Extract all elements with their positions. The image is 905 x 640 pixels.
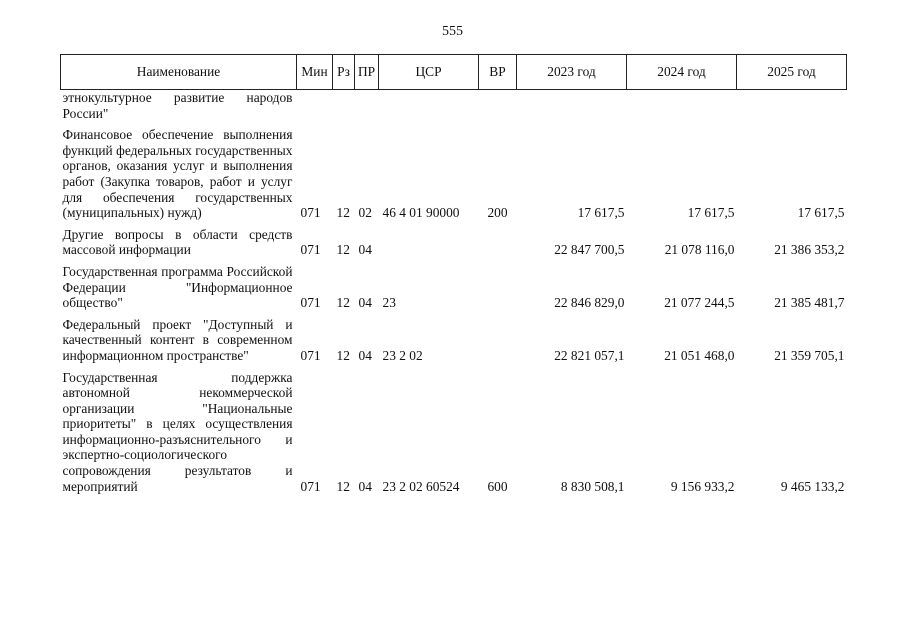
row-pr [355, 90, 379, 122]
header-min: Мин [297, 55, 333, 90]
row-min: 071 [300, 295, 321, 311]
row-name: Другие вопросы в области средств массовой информации [62, 226, 293, 258]
row-rz: 12 [336, 295, 350, 311]
row-2023: 22 846 829,0 [554, 295, 625, 311]
row-2023: 17 617,5 [577, 205, 625, 221]
row-csr: 46 4 01 90000 [382, 205, 460, 221]
row-2025: 9 465 133,2 [780, 478, 845, 494]
row-csr: 23 2 02 60524 [382, 478, 460, 494]
table-header-row [61, 55, 847, 90]
row-name: Финансовое обеспечение выполнения функций федеральных государственных органов, оказания услуг и выполнения работ (Закупка товаров, работ и услуг для обеспечения государственных (муниципальных) нужд) [62, 127, 293, 221]
table-row [61, 264, 847, 311]
row-2023: 8 830 508,1 [560, 478, 625, 494]
header-csr: ЦСР [379, 55, 479, 90]
row-2024 [627, 90, 737, 122]
row-2023: 22 847 700,5 [554, 242, 625, 258]
table-row [61, 317, 847, 364]
table-row [61, 370, 847, 495]
row-2024: 9 156 933,2 [670, 478, 735, 494]
row-vr: 200 [487, 205, 508, 221]
row-rz: 12 [336, 478, 350, 494]
header-vr: ВР [479, 55, 517, 90]
row-csr [379, 227, 479, 258]
row-2024: 21 077 244,5 [664, 295, 735, 311]
header-rz: Рз [333, 55, 355, 90]
row-name: Государственная программа Российской Федерации "Информационное общество" [62, 263, 293, 311]
row-2023 [517, 90, 627, 122]
table-row [61, 227, 847, 258]
row-min: 071 [300, 478, 321, 494]
row-csr: 23 [382, 295, 396, 311]
row-pr: 04 [358, 295, 372, 311]
page-number: 555 [442, 24, 463, 39]
row-name: Федеральный проект "Доступный и качественный контент в современном информационном пространстве" [62, 316, 293, 363]
row-vr [479, 264, 517, 311]
table-row [61, 127, 847, 221]
row-2025 [737, 90, 847, 122]
row-rz [333, 90, 355, 122]
row-vr [479, 90, 517, 122]
row-min [297, 90, 333, 122]
row-min: 071 [300, 205, 321, 221]
header-2023: 2023 год [517, 55, 627, 90]
row-2024: 17 617,5 [687, 205, 735, 221]
row-2023: 22 821 057,1 [554, 347, 625, 363]
header-2024: 2024 год [627, 55, 737, 90]
row-2025: 21 386 353,2 [774, 242, 845, 258]
row-2024: 21 078 116,0 [664, 242, 735, 258]
row-pr: 02 [358, 205, 372, 221]
row-min: 071 [300, 242, 321, 258]
row-rz: 12 [336, 205, 350, 221]
row-2025: 21 359 705,1 [774, 347, 845, 363]
table-row [61, 90, 847, 122]
header-2025: 2025 год [737, 55, 847, 90]
row-pr: 04 [358, 242, 372, 258]
row-2024: 21 051 468,0 [664, 347, 735, 363]
row-pr: 04 [358, 478, 372, 494]
row-rz: 12 [336, 242, 350, 258]
header-pr: ПР [355, 55, 379, 90]
row-csr: 23 2 02 [382, 347, 423, 363]
row-rz: 12 [336, 347, 350, 363]
row-2025: 21 385 481,7 [774, 295, 845, 311]
row-pr: 04 [358, 347, 372, 363]
row-vr [479, 227, 517, 258]
row-vr: 600 [487, 478, 508, 494]
row-name: Государственная поддержка автономной некоммерческой организации "Национальные приоритеты" в целях осуществления информационно-разъяснительного и экспертно-социологического сопровождения результатов и мероприятий [62, 369, 293, 494]
row-min: 071 [300, 347, 321, 363]
budget-table [60, 54, 847, 494]
row-vr [479, 317, 517, 364]
header-name: Наименование [61, 55, 297, 90]
row-name: этнокультурное развитие народов России" [62, 90, 293, 121]
row-csr [379, 90, 479, 122]
row-2025: 17 617,5 [797, 205, 845, 221]
